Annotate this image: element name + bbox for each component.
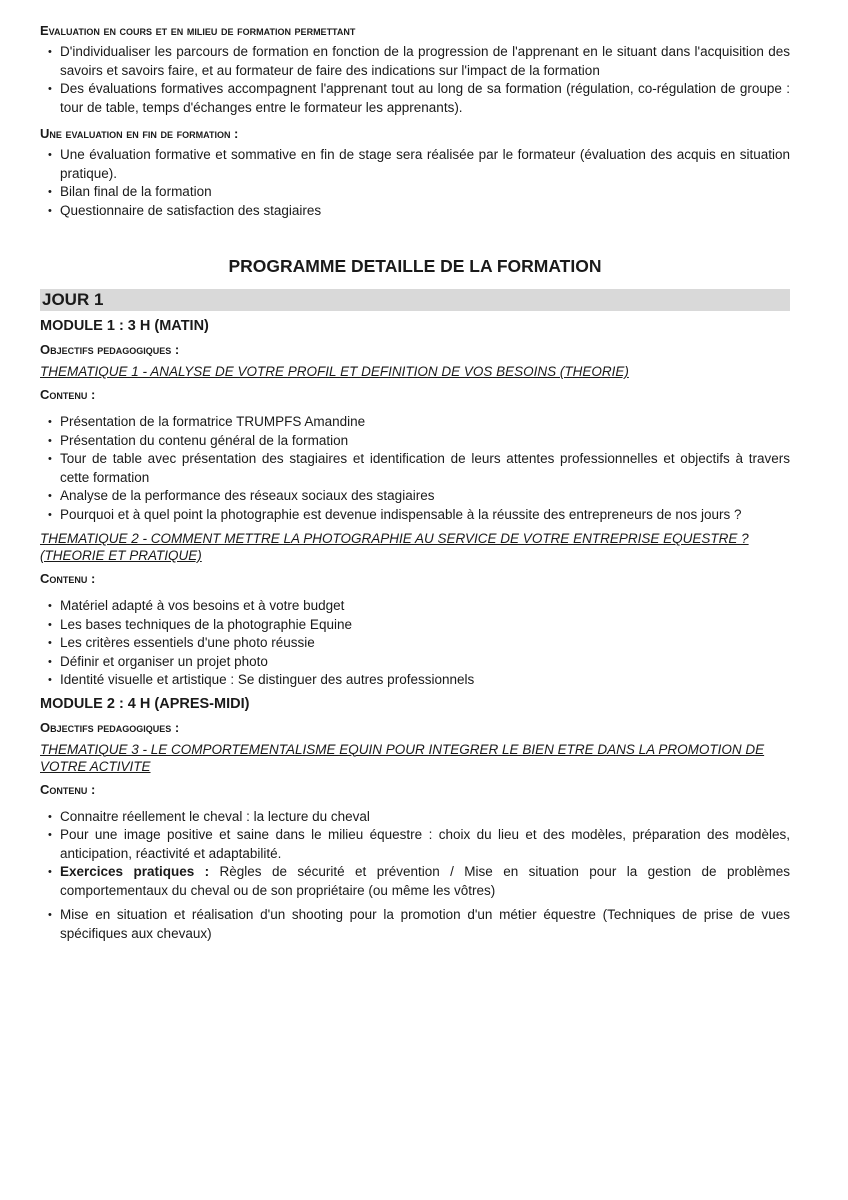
theme-3-title: THEMATIQUE 3 - LE COMPORTEMENTALISME EQUIN POUR INTEGRER LE BIEN ETRE DANS LA PROMOTION DE VOTRE ACTIVITE	[40, 741, 765, 774]
list-item: • D'individualiser les parcours de formation en fonction de la progression de l'apprenant en le situant dans l'acquisition des savoirs et savoirs faire, et au formateur de faire des indications sur l'impact de la formation	[40, 43, 790, 80]
theme-2-list	[40, 597, 790, 690]
list-item: • Matériel adapté à vos besoins et à votre budget	[40, 597, 790, 616]
list-item: • Mise en situation et réalisation d'un shooting pour la promotion d'un métier équestre (Techniques de prise de vues spécifiques aux chevaux)	[40, 906, 790, 943]
theme-2-title: THEMATIQUE 2 - COMMENT METTRE LA PHOTOGRAPHIE AU SERVICE DE VOTRE ENTREPRISE EQUESTRE ? (THEORIE ET PRATIQUE)	[40, 531, 749, 563]
list-item: • Les critères essentiels d'une photo réussie	[40, 634, 790, 653]
list-item: • Des évaluations formatives accompagnent l'apprenant tout au long de sa formation (régulation, co-régulation de groupe : tour de table, temps d'échanges entre le formateur les apprenants).	[40, 80, 790, 117]
theme-2-contenu-label: Contenu :	[40, 571, 96, 586]
module-2-objectifs: Objectifs pedagogiques :	[40, 719, 180, 735]
list-item: • Définir et organiser un projet photo	[40, 653, 790, 672]
list-item: • Les bases techniques de la photographie Equine	[40, 616, 790, 635]
list-item: • Analyse de la performance des réseaux sociaux des stagiaires	[40, 487, 790, 506]
eval-fin-list	[40, 146, 790, 220]
list-item: • Connaitre réellement le cheval : la lecture du cheval	[40, 808, 790, 827]
eval-milieu-list	[40, 43, 790, 117]
module-1-objectifs: Objectifs pedagogiques :	[40, 342, 180, 357]
exercices-text: Règles de sécurité et prévention / Mise en situation pour la gestion de problèmes comportementaux du cheval ou de son propriétaire (ou même les vôtres)	[60, 864, 790, 898]
list-item: • Tour de table avec présentation des stagiaires et identification de leurs attentes professionnelles et objectifs à travers cette formation	[40, 450, 790, 487]
day-heading: JOUR 1	[40, 289, 790, 311]
list-item: • Présentation de la formatrice TRUMPFS Amandine	[40, 413, 790, 432]
eval-milieu-heading: Evaluation en cours et en milieu de formation permettant	[40, 23, 356, 38]
eval-fin-heading: Une evaluation en fin de formation :	[40, 126, 239, 141]
list-item-exercices	[40, 863, 790, 900]
theme-1-contenu-label: Contenu :	[40, 387, 96, 402]
module-2-title: MODULE 2 : 4 H (APRES-MIDI)	[40, 695, 250, 712]
theme-3-contenu-label: Contenu :	[40, 781, 96, 797]
theme-1-list	[40, 413, 790, 524]
theme-1-title: THEMATIQUE 1 - ANALYSE DE VOTRE PROFIL ET DEFINITION DE VOS BESOINS (THEORIE)	[40, 364, 629, 379]
list-item: • Une évaluation formative et sommative en fin de stage sera réalisée par le formateur (évaluation des acquis en situation pratique).	[40, 146, 790, 183]
module-1-title: MODULE 1 : 3 H (MATIN)	[40, 318, 209, 334]
list-item: • Pourquoi et à quel point la photographie est devenue indispensable à la réussite des entrepreneurs de nos jours ?	[40, 506, 790, 525]
list-item: • Présentation du contenu général de la formation	[40, 432, 790, 451]
list-item: • Identité visuelle et artistique : Se distinguer des autres professionnels	[40, 671, 790, 690]
theme-3-list	[40, 808, 790, 944]
exercices-lead: Exercices pratiques :	[60, 864, 210, 879]
programme-title: PROGRAMME DETAILLE DE LA FORMATION	[228, 256, 602, 276]
list-item: • Pour une image positive et saine dans le milieu équestre : choix du lieu et des modèles, préparation des modèles, anticipation, réactivité et adaptabilité.	[40, 826, 790, 863]
list-item: • Questionnaire de satisfaction des stagiaires	[40, 202, 790, 221]
list-item: • Bilan final de la formation	[40, 183, 790, 202]
